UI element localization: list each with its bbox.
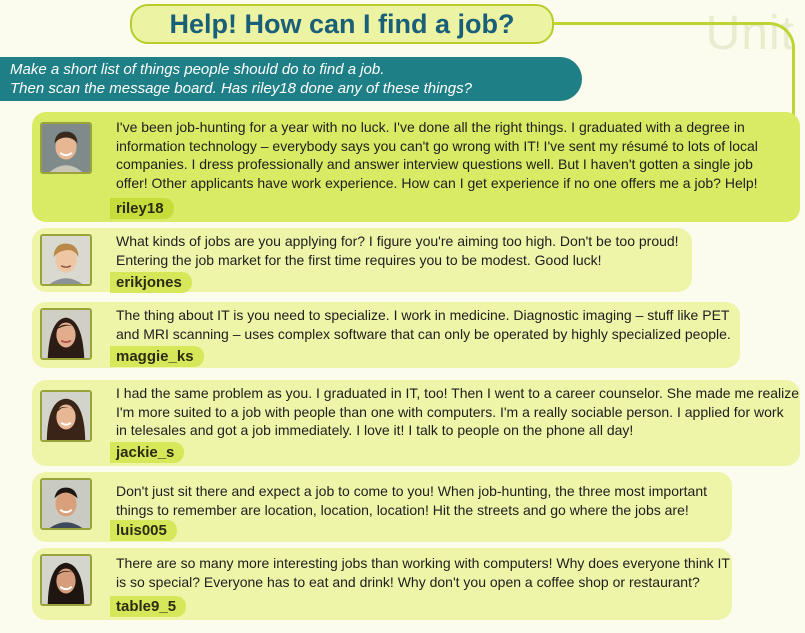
post-message: There are so many more interesting jobs than working with computers! Why does everyone think IT is so special? Everyone has to eat and drink! Why don't you open a coffee shop or restaurant? [116,555,730,590]
blond-young-man-avatar-icon [40,234,92,286]
young-man-smiling-avatar-icon [40,122,92,174]
post-username: maggie_ks [110,346,204,367]
dark-haired-woman-avatar-icon [40,308,92,360]
page-title: Help! How can I find a job? [130,4,554,44]
message-post-riley18 [32,112,800,222]
post-message: Don't just sit there and expect a job to come to you! When job-hunting, the three most important things to remember are location, location, location! Hit the streets and go where the jobs are! [116,483,707,518]
post-message: What kinds of jobs are you applying for? I figure you're aiming too high. Don't be too proud! Entering the job market for the first time requires you to be modest. Good luck! [116,233,679,268]
post-username: erikjones [110,272,192,293]
message-post-maggie-ks [32,302,740,368]
instructions-line-1: Make a short list of things people should do to find a job. [10,61,385,78]
woman-long-hair-avatar-icon [40,390,92,442]
instructions-line-2: Then scan the message board. Has riley18 done any of these things? [10,80,472,97]
post-username: riley18 [110,198,174,219]
post-message: I've been job-hunting for a year with no luck. I've done all the right things. I graduated with a degree in information technology – everybody says you can't go wrong with IT! I've sent my résumé to lots of local companies. I dress professionally and answer interview questions well. But I haven't gotten a single job offer! Other applicants have work experience. How can I get experience if no one offers me a job? Help! [116,119,758,191]
post-username: table9_5 [110,596,186,617]
message-post-table9-5 [32,548,732,620]
woman-dark-hair-smiling-avatar-icon [40,554,92,606]
message-post-jackie-s [32,380,800,466]
post-message: The thing about IT is you need to specialize. I work in medicine. Diagnostic imaging – stuff like PET and MRI scanning – uses complex software that can only be operated by highly specialized people. [116,307,731,342]
message-post-luis005 [32,472,732,542]
post-username: jackie_s [110,442,184,463]
post-message: I had the same problem as you. I graduated in IT, too! Then I went to a career counselor. She made me realize I'm more suited to a job with people than one with computers. I'm a really sociable person. I applied for work in telesales and got a job immediately. I love it! I talk to people on the phone all day! [116,385,800,438]
post-username: luis005 [110,520,177,541]
instructions-banner [0,57,582,101]
man-short-dark-hair-avatar-icon [40,478,92,530]
background-unit-text: Unit [705,7,795,60]
message-post-erikjones [32,228,692,292]
